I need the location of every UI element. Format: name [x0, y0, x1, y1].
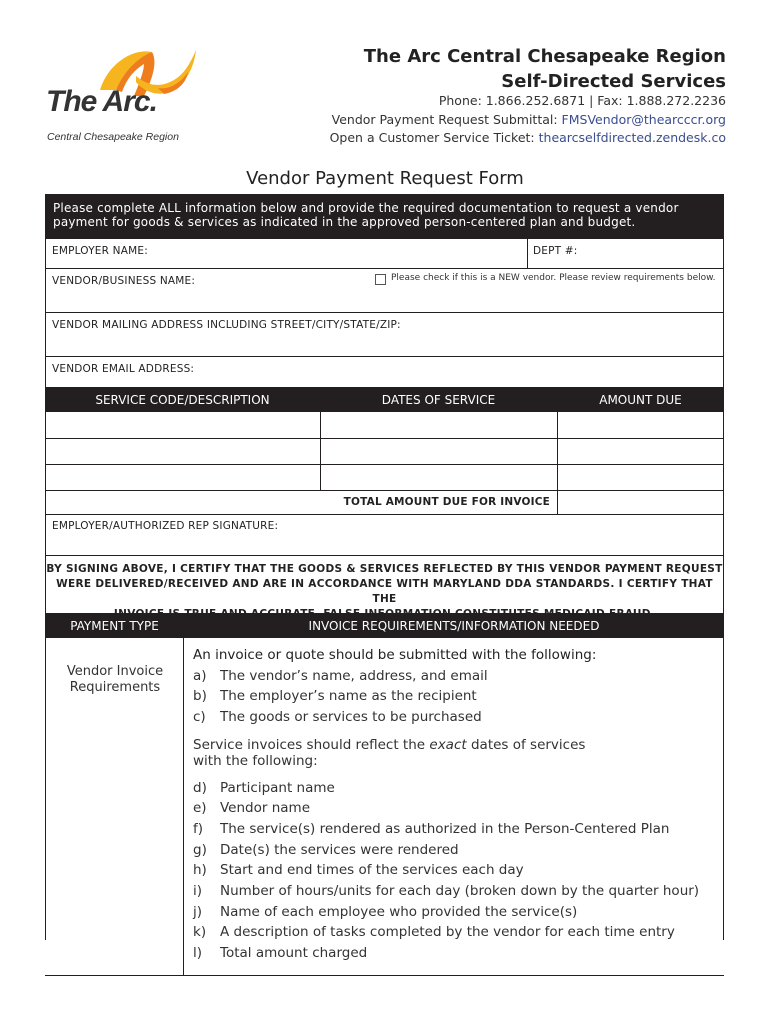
col-dates-header: DATES OF SERVICE	[381, 393, 496, 407]
ticket-label: Open a Customer Service Ticket:	[329, 130, 539, 145]
col-divider	[183, 638, 184, 976]
row-divider	[45, 312, 724, 313]
list-item: Number of hours/units for each day (broken down by the quarter hour)	[220, 883, 700, 899]
contact-info	[330, 92, 726, 148]
list-item-letter: d)	[193, 780, 207, 796]
list-item-letter: b)	[193, 688, 207, 704]
submittal-email-link[interactable]: FMSVendor@thearcccr.org	[561, 111, 726, 127]
dept-label: DEPT #:	[533, 245, 578, 257]
total-amount-cell[interactable]	[558, 491, 723, 514]
new-vendor-checkbox[interactable]	[375, 274, 386, 285]
requirements-header: INVOICE REQUIREMENTS/INFORMATION NEEDED	[308, 619, 600, 633]
list-item: The goods or services to be purchased	[220, 709, 482, 725]
logo-wordmark: The Arc.	[46, 85, 157, 118]
service-note-post: dates of services	[466, 737, 586, 753]
service-note-emphasis: exact	[429, 737, 467, 753]
amount-cell[interactable]	[558, 465, 723, 490]
list-item: Participant name	[220, 780, 335, 796]
form-border-bottom	[45, 975, 724, 976]
list-item-letter: l)	[193, 945, 203, 961]
list-item: Name of each employee who provided the service(s)	[220, 904, 578, 920]
row-divider	[45, 268, 724, 269]
list-item-letter: f)	[193, 821, 204, 837]
col-amount-header: AMOUNT DUE	[599, 393, 682, 407]
logo-region: Central Chesapeake Region	[47, 131, 179, 143]
certify-line-1: BY SIGNING ABOVE, I CERTIFY THAT THE GOODS & SERVICES REFLECTED BY THIS VENDOR PAYMENT REQUEST	[46, 563, 723, 575]
org-department: Self-Directed Services	[501, 71, 726, 92]
org-name: The Arc Central Chesapeake Region	[363, 46, 726, 67]
list-item-letter: e)	[193, 800, 207, 816]
service-invoice-note-2: with the following:	[193, 753, 318, 769]
new-vendor-note: Please check if this is a NEW vendor. Please review requirements below.	[391, 273, 716, 283]
form-intro	[45, 194, 724, 239]
service-cell[interactable]	[46, 413, 320, 438]
dates-cell[interactable]	[321, 413, 557, 438]
dates-cell[interactable]	[321, 439, 557, 464]
list-item-letter: i)	[193, 883, 203, 899]
vendor-invoice-label	[47, 664, 183, 696]
intro-line-2: payment for goods & services as indicated in the approved person-centered plan and budget.	[53, 215, 636, 229]
total-amount-label: TOTAL AMOUNT DUE FOR INVOICE	[343, 496, 550, 508]
vendor-invoice-line-1: Vendor Invoice	[66, 664, 164, 679]
amount-cell[interactable]	[558, 439, 723, 464]
list-item: The service(s) rendered as authorized in the Person-Centered Plan	[220, 821, 670, 837]
list-item-letter: g)	[193, 842, 207, 858]
signature-label: EMPLOYER/AUTHORIZED REP SIGNATURE:	[52, 520, 279, 532]
list-item: Start and end times of the services each day	[220, 862, 524, 878]
row-divider	[45, 555, 724, 556]
service-invoice-note	[193, 737, 585, 753]
list-item-letter: h)	[193, 862, 207, 878]
list-item: Date(s) the services were rendered	[220, 842, 459, 858]
list-item: A description of tasks completed by the vendor for each time entry	[220, 924, 675, 940]
signature-field[interactable]	[46, 533, 723, 555]
list-item: Vendor name	[220, 800, 311, 816]
vendor-invoice-line-2: Requirements	[69, 680, 161, 695]
mailing-address-label: VENDOR MAILING ADDRESS INCLUDING STREET/CITY/STATE/ZIP:	[52, 319, 401, 331]
intro-line-1: Please complete ALL information below and provide the required documentation to request a vendor	[53, 201, 679, 215]
form-title: Vendor Payment Request Form	[246, 168, 524, 189]
list-item-letter: c)	[193, 709, 206, 725]
amount-cell[interactable]	[558, 413, 723, 438]
phone-fax: Phone: 1.866.252.6871 | Fax: 1.888.272.2236	[438, 93, 726, 108]
service-cell[interactable]	[46, 439, 320, 464]
service-note-pre: Service invoices should reflect the	[193, 737, 430, 753]
list-item: The employer’s name as the recipient	[220, 688, 477, 704]
service-cell[interactable]	[46, 465, 320, 490]
col-service-header: SERVICE CODE/DESCRIPTION	[95, 393, 270, 407]
list-item-letter: j)	[193, 904, 203, 920]
row-divider	[45, 356, 724, 357]
org-title	[364, 44, 726, 94]
list-item-letter: k)	[193, 924, 207, 940]
ticket-url-link[interactable]: thearcselfdirected.zendesk.co	[538, 130, 726, 145]
email-label: VENDOR EMAIL ADDRESS:	[52, 363, 195, 375]
dates-cell[interactable]	[321, 465, 557, 490]
ticket-line	[330, 129, 726, 148]
row-divider	[45, 514, 724, 515]
list-item: Total amount charged	[220, 945, 368, 961]
col-divider	[527, 239, 528, 268]
requirements-intro: An invoice or quote should be submitted with the following:	[193, 647, 597, 663]
employer-name-label: EMPLOYER NAME:	[52, 245, 148, 257]
certify-line-2: WERE DELIVERED/RECEIVED AND ARE IN ACCORDANCE WITH MARYLAND DDA STANDARDS. I CERTIFY THAT THE	[56, 578, 713, 605]
payment-type-header: PAYMENT TYPE	[70, 619, 159, 633]
list-item: The vendor’s name, address, and email	[220, 668, 488, 684]
submittal-line	[330, 111, 726, 130]
submittal-label: Vendor Payment Request Submittal:	[331, 111, 562, 127]
list-item-letter: a)	[193, 668, 207, 684]
vendor-name-label: VENDOR/BUSINESS NAME:	[52, 275, 196, 287]
